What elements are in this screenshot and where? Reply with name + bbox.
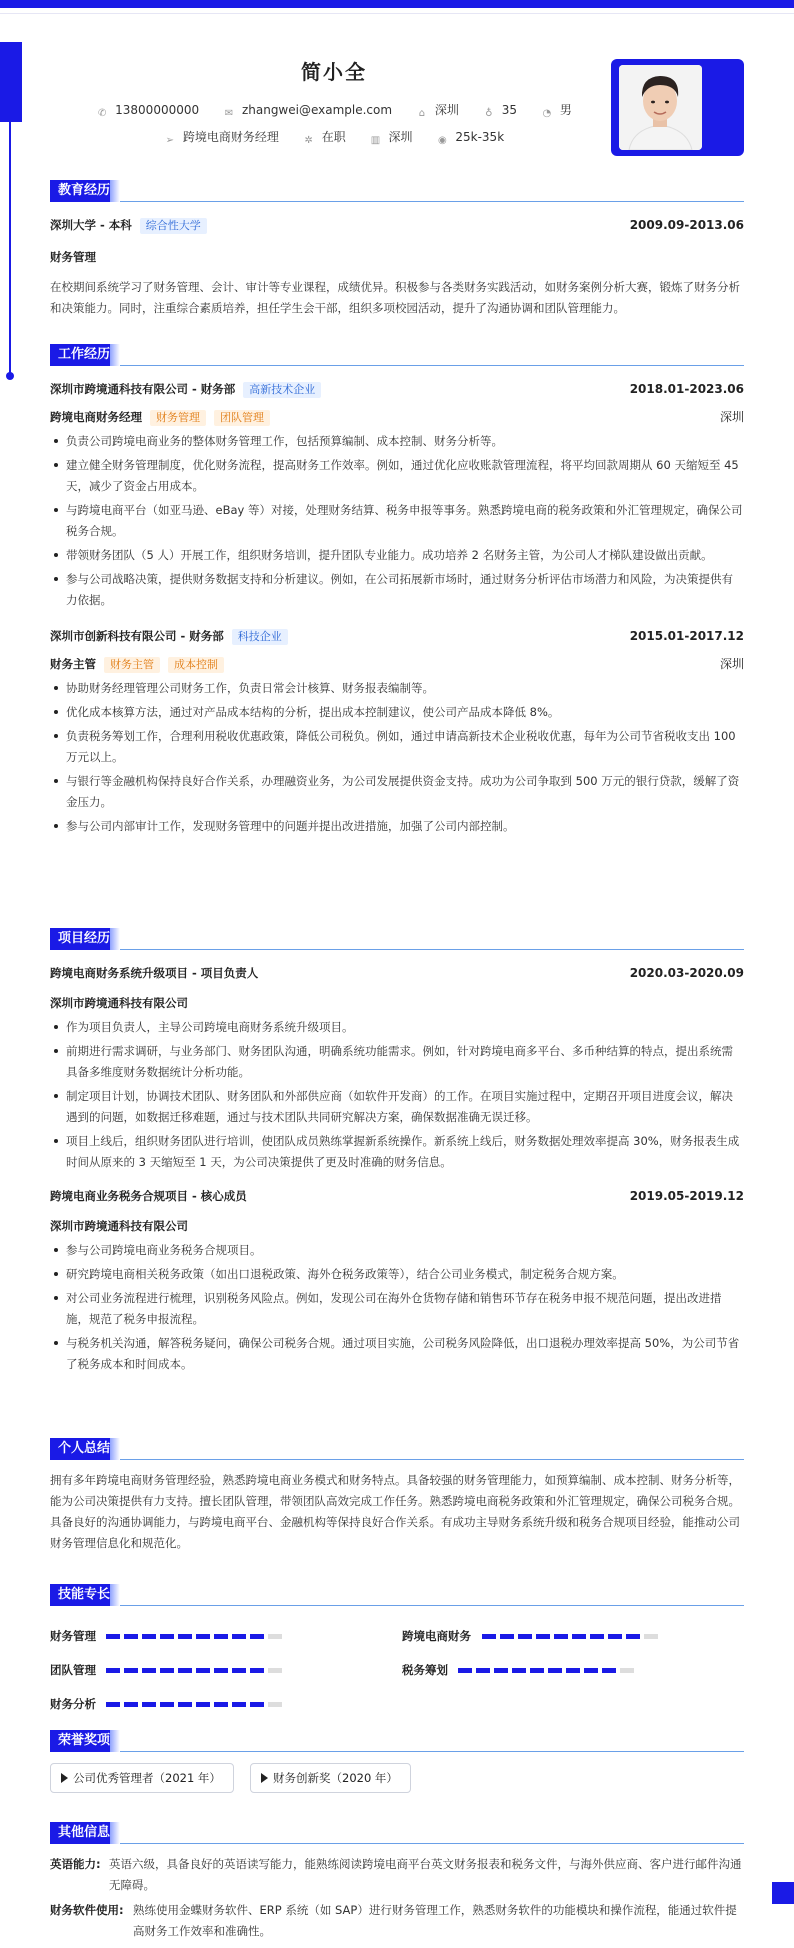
skill-level-segment: [142, 1702, 156, 1707]
company-name: 深圳市创新科技有限公司 - 财务部: [50, 629, 224, 643]
avatar: [619, 65, 702, 150]
project-bullets: [50, 1240, 744, 1375]
skill-level-segment: [250, 1634, 264, 1639]
target-city-item: [370, 128, 413, 147]
job-intent-row: [50, 128, 618, 147]
position-tag: 财务管理: [150, 410, 206, 426]
skills-title-text: 技能专长: [50, 1584, 118, 1606]
project-company-row: [50, 993, 744, 1013]
list-item: 制定项目计划，协调技术团队、财务团队和外部供应商（如软件开发商）的工作。在项目实施过程中，定期召开项目进度会议，解决遇到的问题，如数据迁移难题，通过与技术团队共同研究解决方案，确保数据准确无误迁移。: [50, 1086, 744, 1128]
list-item: 与银行等金融机构保持良好合作关系，办理融资业务，为公司发展提供资金支持。成功为公司争取到 500 万元的银行贷款，缓解了资金压力。: [50, 771, 744, 813]
skill-name: 税务筹划: [402, 1663, 448, 1677]
skill-level-segment: [214, 1668, 228, 1673]
send-icon: ➢: [165, 135, 175, 146]
skill-level-segment: [124, 1702, 138, 1707]
list-item: 负责公司跨境电商业务的整体财务管理工作，包括预算编制、成本控制、财务分析等。: [50, 431, 744, 452]
phone-item: [96, 103, 199, 120]
target-job-item: [164, 128, 279, 147]
skill-name: 团队管理: [50, 1663, 96, 1677]
other-title-text: 其他信息: [50, 1822, 118, 1844]
money-icon: ◉: [438, 135, 447, 146]
gender-text: 男: [559, 103, 572, 117]
skill-level-segment: [602, 1668, 616, 1673]
project-section: [50, 928, 744, 1378]
other-section: [50, 1822, 744, 1942]
skill-level-segment: [214, 1702, 228, 1707]
position-name: 财务主管: [50, 657, 96, 671]
project-company: 深圳市跨境通科技有限公司: [50, 996, 188, 1010]
list-item: 作为项目负责人，主导公司跨境电商财务系统升级项目。: [50, 1017, 744, 1038]
project-entry: [50, 1186, 744, 1375]
skill-level-segment: [572, 1634, 586, 1639]
awards-title: [50, 1730, 744, 1752]
skill-level-segment: [232, 1668, 246, 1673]
work-title-text: 工作经历: [50, 344, 118, 366]
skill-item: [50, 1626, 96, 1646]
award-item: 公司优秀管理者（2021 年）: [50, 1763, 234, 1793]
summary-section: [50, 1438, 744, 1554]
skill-level-segment: [160, 1634, 174, 1639]
education-date: 2009.09-2013.06: [629, 218, 744, 232]
skill-level-segment: [626, 1634, 640, 1639]
skill-level-segment: [142, 1668, 156, 1673]
other-item: [50, 1900, 744, 1942]
city-text: 深圳: [434, 103, 459, 117]
age-text: 35: [501, 103, 518, 117]
list-item: 与跨境电商平台（如亚马逊、eBay 等）对接，处理财务结算、税务申报等事务。熟悉跨境电商的税务政策和外汇管理规定，确保公司税务合规。: [50, 500, 744, 542]
list-item: 带领财务团队（5 人）开展工作，组织财务培训，提升团队专业能力。成功培养 2 名财务主管，为公司人才梯队建设做出贡献。: [50, 545, 744, 566]
skill-level-segment: [178, 1668, 192, 1673]
skill-level-segment: [250, 1702, 264, 1707]
list-item: 建立健全财务管理制度，优化财务流程，提高财务工作效率。例如，通过优化应收账款管理流程，将平均回款周期从 60 天缩短至 45 天，减少了资金占用成本。: [50, 455, 744, 497]
side-accent-dot: [6, 372, 14, 380]
other-text: 英语六级，具备良好的英语读写能力，能熟练阅读跨境电商平台英文财务报表和税务文件，与海外供应商、客户进行邮件沟通无障碍。: [109, 1857, 742, 1892]
list-item: 协助财务经理管理公司财务工作，负责日常会计核算、财务报表编制等。: [50, 678, 744, 699]
project-name-row: [50, 963, 744, 983]
project-company-row: [50, 1216, 744, 1236]
status-text: 在职: [321, 130, 346, 144]
skill-level-segment: [536, 1634, 550, 1639]
skill-level-segment: [482, 1634, 496, 1639]
education-row: [50, 215, 744, 235]
skills-grid: [50, 1606, 744, 1716]
side-accent-line: [9, 122, 11, 374]
list-item: 负责税务筹划工作，合理利用税收优惠政策，降低公司税负。例如，通过申请高新技术企业税收优惠，每年为公司节省税收支出 100 万元以上。: [50, 726, 744, 768]
skill-level-segment: [584, 1668, 598, 1673]
education-section: [50, 180, 744, 319]
skill-level-segment: [268, 1668, 282, 1673]
email-text: zhangwei@example.com: [241, 103, 393, 117]
skill-level-segment: [232, 1702, 246, 1707]
skill-level-segment: [518, 1634, 532, 1639]
side-accent-block: [0, 42, 22, 122]
cake-icon: ♁: [485, 108, 493, 119]
project-name: 跨境电商财务系统升级项目 - 项目负责人: [50, 966, 259, 980]
summary-title: [50, 1438, 744, 1460]
list-item: 对公司业务流程进行梳理，识别税务风险点。例如，发现公司在海外仓货物存储和销售环节存在税务申报不规范问题，提出改进措施，规范了税务申报流程。: [50, 1288, 744, 1330]
awards-section: [50, 1730, 744, 1802]
work-section: [50, 344, 744, 840]
education-title: [50, 180, 744, 202]
gender-icon: ◔: [542, 108, 552, 119]
skill-level-segment: [554, 1634, 568, 1639]
phone-text: 13800000000: [115, 103, 200, 117]
status-item: [303, 128, 346, 147]
home-icon: ⌂: [418, 108, 426, 119]
skill-level-segment: [106, 1702, 120, 1707]
skill-level-segment: [142, 1634, 156, 1639]
skill-name: 财务分析: [50, 1697, 96, 1711]
job-city: 深圳: [719, 410, 744, 424]
award-item: 财务创新奖（2020 年）: [250, 1763, 411, 1793]
list-item: 参与公司内部审计工作，发现财务管理中的问题并提出改进措施，加强了公司内部控制。: [50, 816, 744, 837]
city-item: [416, 101, 459, 120]
candidate-name: 简小全: [301, 60, 367, 84]
skill-level-segment: [160, 1668, 174, 1673]
skill-level-segment: [644, 1634, 658, 1639]
age-item: [483, 103, 517, 120]
status-icon: ✲: [304, 135, 313, 146]
list-item: 与税务机关沟通，解答税务疑问，确保公司税务合规。通过项目实施，公司税务风险降低，出口退税办理效率提高 50%，为公司节省了税务成本和时间成本。: [50, 1333, 744, 1375]
position-tag: 财务主管: [104, 657, 160, 673]
list-item: 研究跨境电商相关税务政策（如出口退税政策、海外仓税务政策等），结合公司业务模式，制定税务合规方案。: [50, 1264, 744, 1285]
summary-text: 拥有多年跨境电商财务管理经验，熟悉跨境电商业务模式和财务特点。具备较强的财务管理能力，如预算编制、成本控制、财务分析等，能为公司决策提供有力支持。擅长团队管理，带领团队高效完成工作任务。熟悉跨境电商税务政策和外汇管理规定，确保公司税务合规。具备良好的沟通协调能力，与跨境电商平台、金融机构等保持良好合作关系。有成功主导财务系统升级和税务合规项目经验，能推动公司财务管理信息化和规范化。: [50, 1473, 740, 1550]
skill-level-segment: [608, 1634, 622, 1639]
salary-item: [436, 130, 504, 147]
target-job-text: 跨境电商财务经理: [182, 130, 279, 144]
skill-name: 财务管理: [50, 1629, 96, 1643]
skill-level-segment: [590, 1634, 604, 1639]
skill-level-bar: [482, 1634, 682, 1639]
skill-level-segment: [530, 1668, 544, 1673]
job-bullets: [50, 431, 744, 611]
job-entry: [50, 626, 744, 837]
skills-section: [50, 1584, 744, 1716]
resume-header: [50, 0, 744, 170]
skill-level-segment: [214, 1634, 228, 1639]
phone-icon: ✆: [97, 108, 107, 119]
skill-level-segment: [106, 1634, 120, 1639]
other-item: [50, 1854, 744, 1896]
corner-accent-block: [772, 1882, 794, 1904]
salary-text: 25k-35k: [455, 130, 505, 144]
project-name-row: [50, 1186, 744, 1206]
job-entry: [50, 379, 744, 611]
skill-level-segment: [268, 1634, 282, 1639]
position-tag: 团队管理: [214, 410, 270, 426]
company-tag: 高新技术企业: [243, 382, 321, 398]
mail-icon: ✉: [224, 108, 234, 119]
skill-level-segment: [124, 1668, 138, 1673]
gender-item: [541, 101, 572, 120]
skill-level-segment: [178, 1702, 192, 1707]
skill-level-segment: [196, 1634, 210, 1639]
job-city: 深圳: [719, 657, 744, 671]
other-label: 英语能力:: [50, 1857, 101, 1871]
other-text: 熟练使用金蝶财务软件、ERP 系统（如 SAP）进行财务管理工作，熟悉财务软件的功能模块和操作流程，能通过软件提高财务工作效率和准确性。: [133, 1903, 737, 1938]
project-title: [50, 928, 744, 950]
education-desc: 在校期间系统学习了财务管理、会计、审计等专业课程，成绩优异。积极参与各类财务实践活动，如财务案例分析大赛，锻炼了财务分析和决策能力。同时，注重综合素质培养，担任学生会干部，组织多项校园活动，提升了沟通协调和团队管理能力。: [50, 280, 740, 315]
work-title: [50, 344, 744, 366]
list-item: 优化成本核算方法，通过对产品成本结构的分析，提出成本控制建议，使公司产品成本降低 8%。: [50, 702, 744, 723]
awards-title-text: 荣誉奖项: [50, 1730, 118, 1752]
project-date: 2019.05-2019.12: [629, 1189, 744, 1203]
skill-level-segment: [196, 1702, 210, 1707]
skill-level-segment: [494, 1668, 508, 1673]
list-item: 前期进行需求调研，与业务部门、财务团队沟通，明确系统功能需求。例如，针对跨境电商多平台、多币种结算的特点，提出系统需具备多维度财务数据统计分析功能。: [50, 1041, 744, 1083]
skill-level-segment: [268, 1702, 282, 1707]
job-company-row: [50, 626, 744, 646]
major-row: [50, 247, 744, 267]
skill-level-segment: [106, 1668, 120, 1673]
company-tag: 科技企业: [232, 629, 288, 645]
skill-level-segment: [620, 1668, 634, 1673]
skill-level-segment: [458, 1668, 472, 1673]
skill-level-bar: [458, 1668, 658, 1673]
school-name: 深圳大学 - 本科: [50, 218, 132, 232]
skill-level-bar: [106, 1668, 306, 1673]
job-date: 2018.01-2023.06: [629, 382, 744, 396]
major-name: 财务管理: [50, 250, 96, 264]
project-bullets: [50, 1017, 744, 1173]
contact-row: [50, 101, 618, 120]
list-item: 项目上线后，组织财务团队进行培训，使团队成员熟练掌握新系统操作。新系统上线后，财务数据处理效率提高 30%，财务报表生成时间从原来的 3 天缩短至 1 天，为公司决策提供了更及时准确的财务信息。: [50, 1131, 744, 1173]
skill-level-segment: [124, 1634, 138, 1639]
target-city-text: 深圳: [388, 130, 413, 144]
project-title-text: 项目经历: [50, 928, 118, 950]
school-tag: 综合性大学: [140, 218, 207, 234]
skill-item: [402, 1660, 448, 1680]
skill-name: 跨境电商财务: [402, 1629, 471, 1643]
skill-level-segment: [232, 1634, 246, 1639]
job-company-row: [50, 379, 744, 399]
skill-item: [402, 1626, 471, 1646]
skill-level-segment: [548, 1668, 562, 1673]
skill-level-segment: [196, 1668, 210, 1673]
project-date: 2020.03-2020.09: [629, 966, 744, 980]
position-name: 跨境电商财务经理: [50, 410, 142, 424]
skill-level-segment: [500, 1634, 514, 1639]
photo-frame: [611, 59, 744, 156]
skill-level-segment: [178, 1634, 192, 1639]
awards-list: [50, 1752, 744, 1802]
job-position-row: [50, 654, 744, 674]
skill-level-segment: [476, 1668, 490, 1673]
avatar-portrait: [619, 65, 702, 150]
skill-level-segment: [512, 1668, 526, 1673]
email-item: [223, 103, 392, 120]
job-date: 2015.01-2017.12: [629, 629, 744, 643]
skill-level-segment: [566, 1668, 580, 1673]
education-title-text: 教育经历: [50, 180, 118, 202]
resume-page: [50, 0, 744, 1938]
skill-level-segment: [250, 1668, 264, 1673]
other-label: 财务软件使用:: [50, 1903, 124, 1917]
skill-item: [50, 1694, 96, 1714]
summary-title-text: 个人总结: [50, 1438, 118, 1460]
list-item: 参与公司战略决策，提供财务数据支持和分析建议。例如，在公司拓展新市场时，通过财务分析评估市场潜力和风险，为决策提供有力依据。: [50, 569, 744, 611]
skill-level-bar: [106, 1702, 306, 1707]
project-entry: [50, 963, 744, 1173]
project-name: 跨境电商业务税务合规项目 - 核心成员: [50, 1189, 247, 1203]
building-icon: ▥: [370, 135, 381, 146]
job-position-row: [50, 407, 744, 427]
list-item: 参与公司跨境电商业务税务合规项目。: [50, 1240, 744, 1261]
project-company: 深圳市跨境通科技有限公司: [50, 1219, 188, 1233]
other-title: [50, 1822, 744, 1844]
company-name: 深圳市跨境通科技有限公司 - 财务部: [50, 382, 236, 396]
skills-title: [50, 1584, 744, 1606]
skill-item: [50, 1660, 96, 1680]
job-bullets: [50, 678, 744, 837]
skill-level-segment: [160, 1702, 174, 1707]
position-tag: 成本控制: [168, 657, 224, 673]
skill-level-bar: [106, 1634, 306, 1639]
